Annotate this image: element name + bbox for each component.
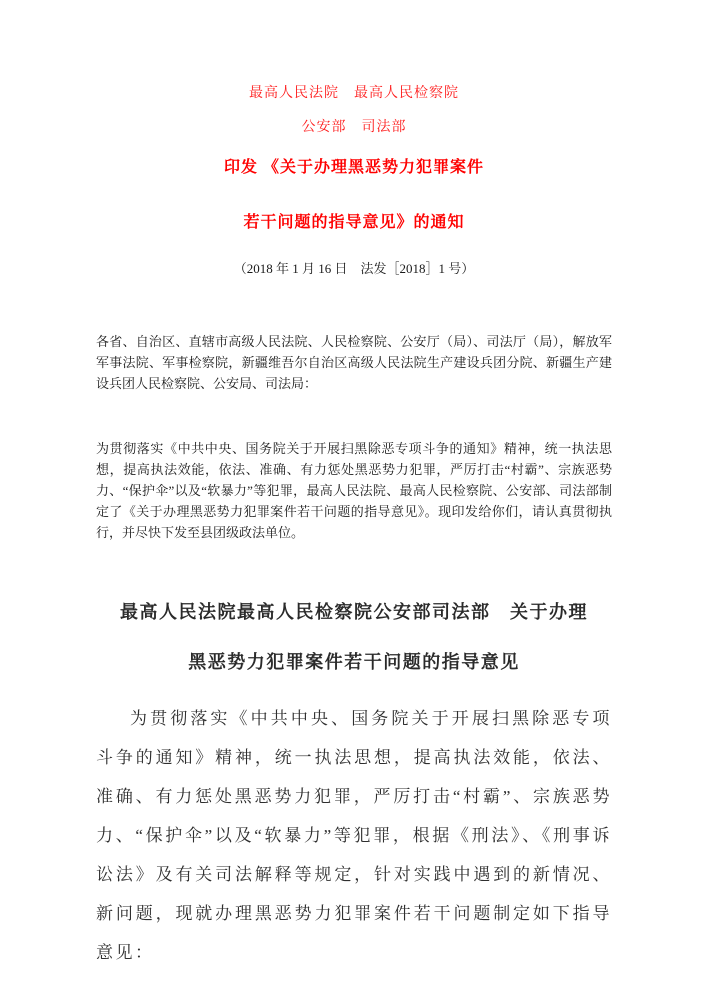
issuing-agencies-line-2: 公安部 司法部 <box>301 120 407 135</box>
guiding-opinion-heading-line-1: 最高人民法院最高人民检察院公安部司法部 关于办理 <box>120 602 588 622</box>
guiding-opinion-heading-line-2: 黑恶势力犯罪案件若干问题的指导意见 <box>188 652 520 672</box>
guiding-opinion-intro-paragraph: 为贯彻落实《中共中央、国务院关于开展扫黑除恶专项斗争的通知》精神，统一执法思想，提高执法效能，依法、准确、有力惩处黑恶势力犯罪，严厉打击“村霸”、宗族恶势力、“保护伞”以及“软暴力”等犯罪，根据《刑法》、《刑事诉讼法》及有关司法解释等规定，针对实践中遇到的新情况、新问题，现就办理黑恶势力犯罪案件若干问题制定如下指导意见： <box>96 709 612 962</box>
notice-title-line-2: 若干问题的指导意见》的通知 <box>243 214 465 231</box>
date-and-document-number: （2018 年 1 月 16 日 法发［2018］1 号） <box>233 261 475 276</box>
issuing-agencies-line-1: 最高人民法院 最高人民检察院 <box>249 86 459 101</box>
notice-title-line-1: 印发 《关于办理黑恶势力犯罪案件 <box>223 159 484 176</box>
notice-body-paragraph: 为贯彻落实《中共中央、国务院关于开展扫黑除恶专项斗争的通知》精神，统一执法思想，提高执法效能，依法、准确、有力惩处黑恶势力犯罪，严厉打击“村霸”、宗族恶势力、“保护伞”以及“软暴力”等犯罪，最高人民法院、最高人民检察院、公安部、司法部制定了《关于办理黑恶势力犯罪案件若干问题的指导意见》。现印发给你们，请认真贯彻执行，并尽快下发至县团级政法单位。 <box>96 441 612 540</box>
recipients-paragraph: 各省、自治区、直辖市高级人民法院、人民检察院、公安厅（局）、司法厅（局），解放军军事法院、军事检察院，新疆维吾尔自治区高级人民法院生产建设兵团分院、新疆生产建设兵团人民检察院、公安局、司法局： <box>96 334 612 391</box>
